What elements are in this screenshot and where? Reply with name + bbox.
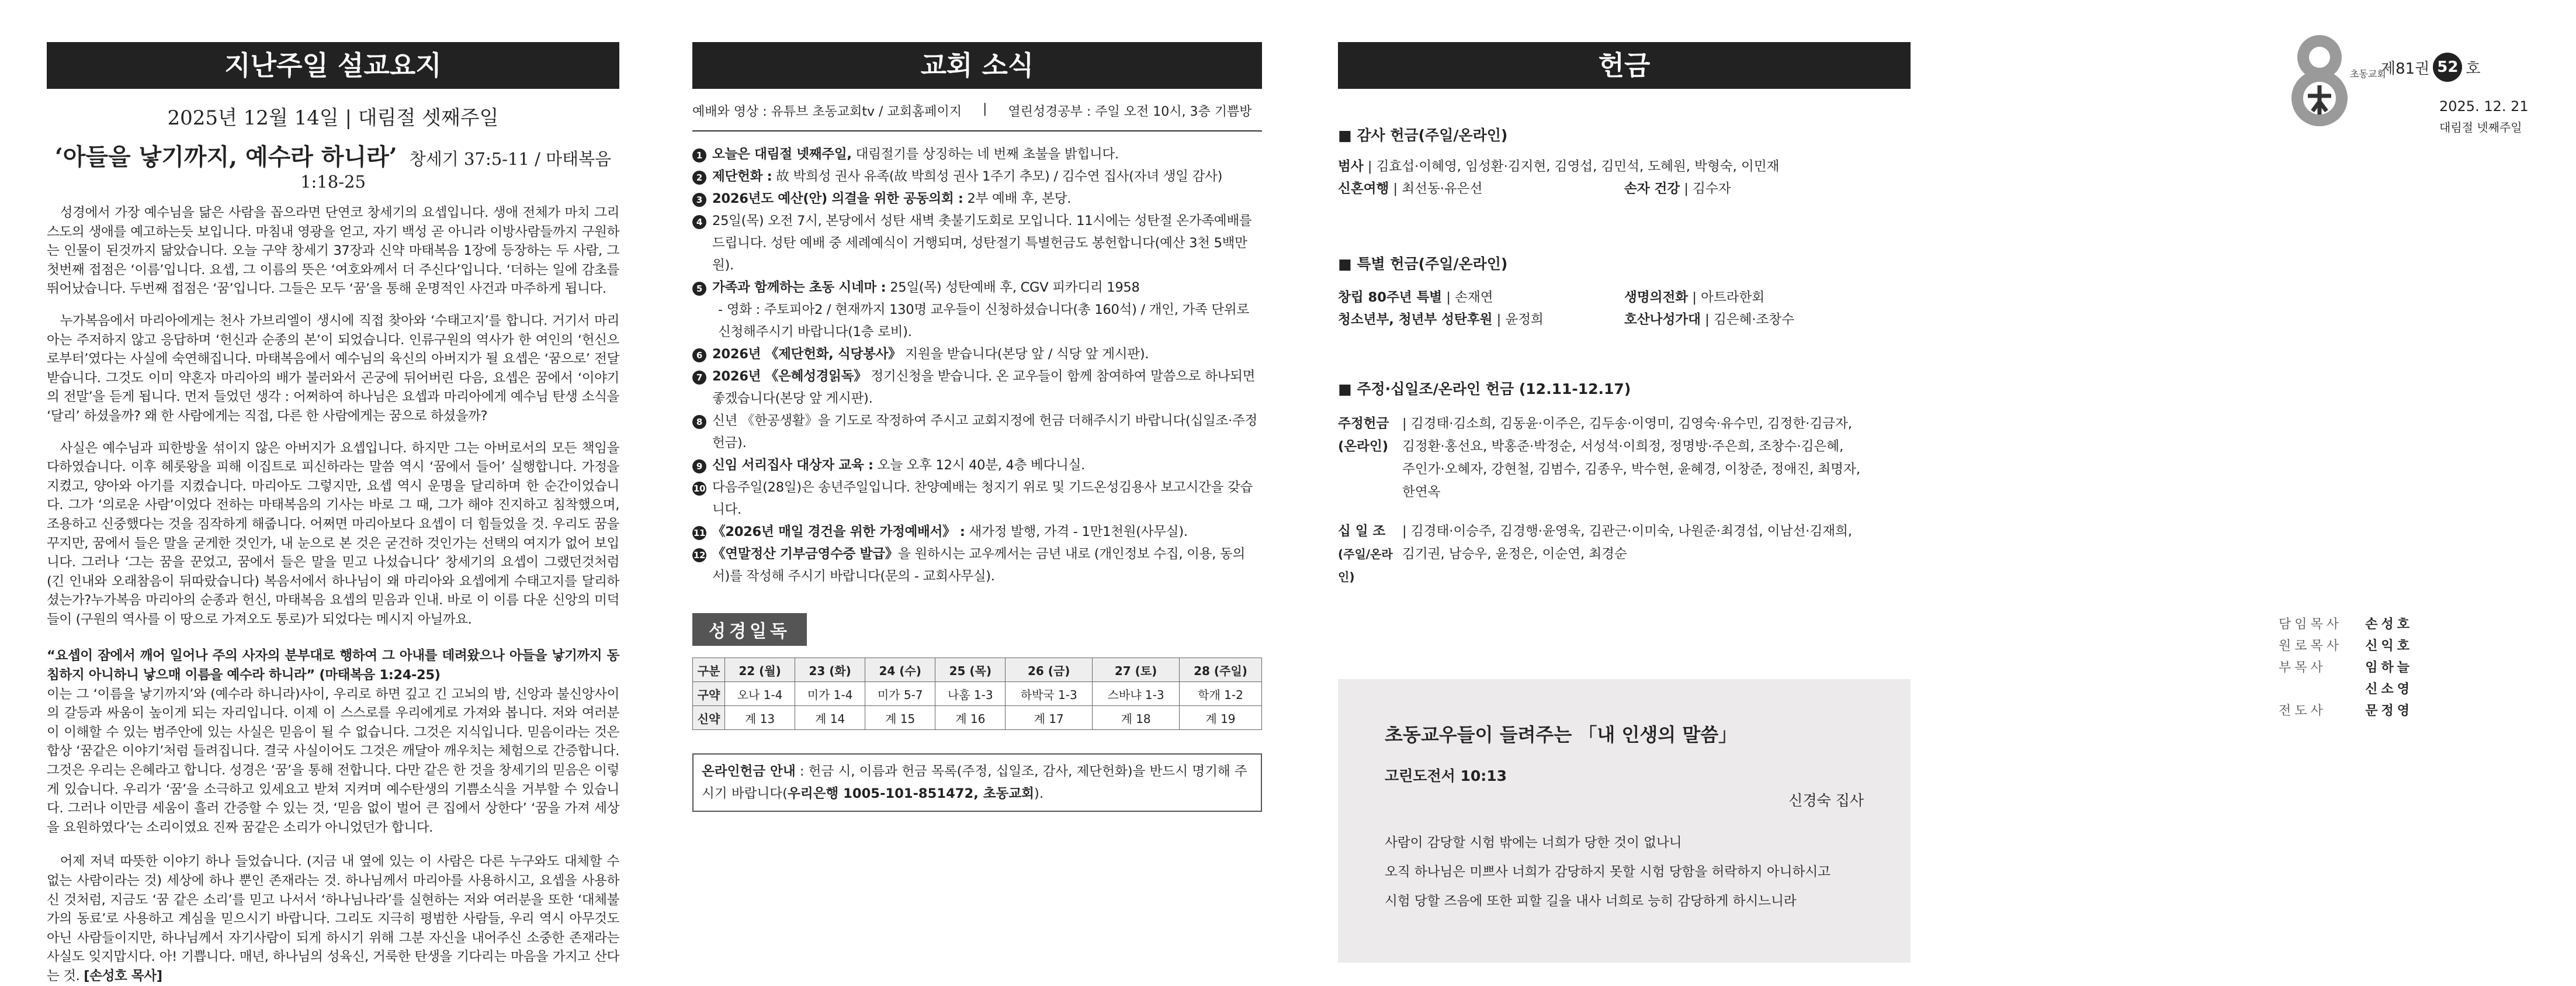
table-cell: 오나 1-4 [725, 682, 795, 706]
bible-reading-label: 성경일독 [692, 613, 807, 646]
table-cell: 계 13 [725, 706, 795, 730]
table-cell: 계 16 [935, 706, 1006, 730]
staff-row [2279, 679, 2413, 700]
news-item [692, 143, 1262, 165]
table-cell: 나훔 1-3 [935, 682, 1006, 706]
staff-name: 신익호 [2365, 639, 2413, 653]
online-offering-notice: 온라인헌금 안내 : 헌금 시, 이름과 헌금 목록(주정, 십일조, 감사, 제단헌화)을 반드시 명기해 주시기 바랍니다(우리은행 1005-101-851472, 초동교회). [692, 753, 1262, 812]
news-item-number: 6 [692, 343, 712, 365]
news-item [692, 543, 1262, 587]
news-item-text: - 영화 : 주토피아2 / 현재까지 130명 교우들이 신청하셨습니다(총 160석) / 개인, 가족 단위로 신청해주시기 바랍니다(1층 로비). [718, 302, 1249, 340]
news-item-text: 25일(목) 오전 7시, 본당에서 성탄 새벽 촛불기도회로 모입니다. 11시에는 성탄절 온가족예배를 드립니다. 성탄 예배 중 세례예식이 거행되며, 성탄절기 특별헌금도 봉헌합니다(예산 3천 5백만원). [712, 213, 1252, 273]
staff-row [2279, 635, 2413, 657]
staff-list [2279, 614, 2413, 722]
table-header-row [693, 658, 1262, 682]
staff-name: 문정영 [2365, 704, 2413, 718]
info-separator: | [982, 102, 987, 116]
news-item-number: 10 [692, 476, 712, 521]
weekly-offering-title: ■ 주정·십일조/온라인 헌금 (12.11-12.17) [1338, 380, 1631, 397]
special-line: 청소년부, 청년부 성탄후원 | 윤정희 호산나성가대 | 김은혜·조창수 [1338, 312, 1795, 327]
table-header-cell: 27 (토) [1093, 658, 1180, 682]
table-row [693, 706, 1262, 730]
staff-role: 담임목사 [2279, 617, 2343, 632]
worship-info [692, 102, 1262, 132]
weekly-offering-list: 주정헌금 (온라인) | 김경태·김소희, 김동윤·이주은, 김두송·이영미, 김영숙·유수민, 김정한·김금자, 김정환·홍선요, 박홍준·박정순, 서성석·이희정, 정명방·주은희, 조창수·김은혜, 주인가·오혜자, 강현철, 김범수, 김종우, 박수현, 윤혜경, 이창준, 정애진, 최명자, 한연옥 [1338, 416, 1861, 500]
news-item-number: 7 [692, 365, 712, 410]
table-cell: 계 15 [865, 706, 935, 730]
life-verse-author: 신경숙 집사 [1788, 792, 1864, 809]
staff-row [2279, 700, 2413, 722]
bible-reading-table [692, 658, 1262, 730]
bulletin-subtitle: 대림절 넷째주일 [2439, 120, 2522, 134]
sermon-paragraph: 어제 저녁 따뜻한 이야기 하나 들었습니다. (지금 내 옆에 있는 이 사람은 다른 누구와도 대체할 수 없는 사람이라는 것) 세상에 하나 뿐인 존재라는 것. 하나님께서 마리아를 사용하시고, 요셉을 사용하신 것처럼, 지금도 ‘꿈 같은 소리’를 믿고 나서서 ‘하나님나라’를 실현하는 저와 여러분을 또한 ‘대체불가의 동료’로 사용하고 계심을 믿으시기 바랍니다. 그리도 지극히 평범한 사람들, 우리 역시 아무것도 아닌 사람들이지만, 하나님께서 자기사람이 되게 하시기 위해 그분 자신을 내어주신 소중한 존재라는 사실도 잊지맙시다. 아! 기쁩니다. 매년, 하나님의 성육신, 거룩한 탄생을 기다리는 마음을 가지고 산다는 것. [손성호 목사] [47, 854, 619, 984]
sermon-paragraph: 성경에서 가장 예수님을 닮은 사람을 꼽으라면 단연코 창세기의 요셉입니다. 생애 전체가 마치 그리스도의 생애를 예고하는듯 보입니다. 마침내 영광을 얻고, 자기 백성 곧 아니라 이방사람들까지 구원하는 인물이 된것까지 닮았습니다. 오늘 구약 창세기 37장과 신약 마태복음 1장에 등장하는 두 사람, 그 첫번째 접점은 ‘이름’입니다. 요셉, 그 이름의 뜻은 ‘여호와께서 더 주신다’입니다. ‘더하는 일에 감초를 뛰어났습니다. 두번째 접점은 ‘꿈’입니다. 그들은 모두 ‘꿈’을 통해 운명적인 사건과 마주하게 됩니다. [47, 205, 619, 297]
thanks-line: 범사 | 김효섭·이혜영, 임성환·김지현, 김영섭, 김민석, 도혜원, 박형숙, 이민재 [1338, 159, 1780, 174]
news-item [692, 410, 1262, 454]
news-item-text: 가족과 함께하는 초동 시네마 : 25일(목) 성탄예배 후, CGV 피카디리 1958 [712, 280, 1140, 295]
bank-account: 우리은행 1005-101-851472, 초동교회 [787, 786, 1034, 801]
table-cell: 미가 1-4 [795, 682, 865, 706]
worship-video-info: 예배와 영상 : 유튜브 초동교회tv / 교회홈페이지 [692, 105, 962, 119]
news-item [692, 365, 1262, 410]
news-item-number: 3 [692, 188, 712, 210]
offering-header: 헌금 [1338, 42, 1911, 89]
volume-info: 제81권 52 호 [2381, 53, 2480, 82]
news-column [692, 42, 1262, 812]
news-list [692, 143, 1262, 587]
news-item [692, 188, 1262, 210]
sermon-date: 2025년 12월 14일 | 대림절 셋째주일 [167, 106, 499, 130]
news-item-number: 11 [692, 521, 712, 543]
news-item-text: 《2026년 매일 경건을 위한 가정예배서》 : 새가정 발행, 가격 - 1만1천원(사무실). [712, 524, 1188, 539]
news-item [692, 276, 1262, 299]
news-item-number: 5 [692, 276, 712, 299]
news-item-number: 4 [692, 210, 712, 276]
news-item-text: 2026년 《은혜성경읽독》 정기신청을 받습니다. 온 교우들이 함께 참여하여 말씀으로 하나되면 좋겠습니다(본당 앞 게시판). [712, 369, 1256, 406]
staff-role: 원로목사 [2279, 639, 2343, 653]
news-item-text: 2026년 《제단헌화, 식당봉사》 지원을 받습니다(본당 앞 / 식당 앞 게시판). [712, 347, 1149, 362]
news-item-text: 오늘은 대림절 넷째주일, 대림절기를 상징하는 네 번째 초불을 밝힙니다. [712, 147, 1119, 162]
life-verse-title: 초동교우들이 들려주는 「내 인생의 말씀」 [1385, 724, 1738, 746]
news-item-number: 1 [692, 143, 712, 165]
news-item [692, 165, 1262, 188]
special-line: 창립 80주년 특별 | 손재연 생명의전화 | 아트라한회 [1338, 290, 1765, 305]
life-verse-line: 사람이 감당할 시험 밖에는 너희가 당한 것이 없나니 [1385, 835, 1682, 850]
staff-name: 손성호 [2365, 617, 2413, 632]
table-header-cell: 25 (목) [935, 658, 1006, 682]
table-header-cell: 26 (금) [1006, 658, 1093, 682]
sermon-paragraph: 누가복음에서 마리아에게는 천사 가브리엘이 생시에 직접 찾아와 ‘수태고지’를 합니다. 거기서 마리아는 주저하지 않고 응답하며 ‘헌신과 순종의 본’이 되었습니다. 인류구원의 역사가 한 여인의 ‘헌신으로부터’였다는 사실에 숙연해집니다. 마태복음에서 예수님의 육신의 아버지가 될 요셉은 ‘꿈으로’ 전달받습니다. 그것도 이미 약혼자 마리아의 배가 불러와서 곤궁에 뒤어버린 다음, 요셉은 꿈에서 ‘이야기의 전말’을 듣게 됩니다. 먼저 들었던 생각 : 어쩌하여 하나님은 요셉과 마리아에게 예수님 탄생 소식을 ‘달리’ 하셨을까? 왜 한 사람에게는 직접, 다른 한 사람에게는 꿈으로 하셨을까? [47, 313, 619, 424]
life-verse-line: 오직 하나님은 미쁘사 너희가 감당하지 못할 시험 당함을 허락하지 아니하시고 [1385, 864, 1831, 880]
news-item-text: 신임 서리집사 대상자 교육 : 오늘 오후 12시 40분, 4층 베다니실. [712, 458, 1085, 473]
news-item-number: 12 [692, 543, 712, 587]
news-item-text: 《연말정산 기부금영수증 발급》을 원하시는 교우께서는 금년 내로 (개인정보 수집, 이용, 동의서)를 작성해 주시기 바랍니다(문의 - 교회사무실). [712, 546, 1245, 584]
news-item [692, 476, 1262, 521]
thanks-offering-title: ■ 감사 헌금(주일/온라인) [1338, 127, 1508, 144]
news-item [692, 343, 1262, 365]
news-item-number: 8 [692, 410, 712, 454]
table-cell: 계 14 [795, 706, 865, 730]
sermon-quote: “요셉이 잠에서 깨어 일어나 주의 사자의 분부대로 행하여 그 아내를 데려왔으나 아들을 낳기까지 동침하지 아니하니 낳으매 이름을 예수라 하니라” (마태복음 1:24-25) [47, 648, 619, 683]
thanks-line: 신혼여행 | 최선동·유은선 손자 건강 | 김수자 [1338, 181, 1731, 196]
offering-column [1338, 42, 1911, 909]
news-item [692, 521, 1262, 543]
life-verse-box [1338, 679, 1911, 963]
online-offering-label: 온라인헌금 안내 [702, 764, 796, 779]
life-verse-line: 시험 당할 즈음에 또한 피할 길을 내사 너희로 능히 감당하게 하시느니라 [1385, 894, 1797, 909]
news-item [692, 454, 1262, 476]
table-cell: 계 19 [1179, 706, 1261, 730]
staff-name: 임하늘 [2365, 660, 2413, 675]
sermon-body [47, 203, 619, 986]
bible-study-info: 열린성경공부 : 주일 오전 10시, 3층 기쁨방 [1008, 105, 1252, 119]
news-item-text: 제단헌화 : 故 박희성 권사 유족(故 박희성 권사 1주기 추모) / 김수연 집사(자녀 생일 감사) [712, 169, 1223, 184]
sermon-title: ‘아들을 낳기까지, 예수라 하니라’ [54, 143, 397, 171]
special-offering-title: ■ 특별 헌금(주일/온라인) [1338, 255, 1508, 272]
news-item [692, 210, 1262, 276]
sermon-header: 지난주일 설교요지 [47, 42, 619, 89]
table-cell: 학개 1-2 [1179, 682, 1261, 706]
table-cell: 미가 5-7 [865, 682, 935, 706]
staff-role: 전도사 [2279, 704, 2327, 718]
tithe-list: 십 일 조 (주일/온라인) | 김경태·이승주, 김경행·윤영욱, 김관근·이미숙, 나원준·최경섭, 이남선·김재희, 김기권, 남승우, 윤정은, 이순연, 최경순 [1338, 524, 1853, 584]
sermon-title-line [47, 139, 619, 192]
issue-number: 52 [2433, 53, 2462, 82]
staff-row [2279, 657, 2413, 679]
table-cell: 스바냐 1-3 [1093, 682, 1180, 706]
table-header-cell: 23 (화) [795, 658, 865, 682]
sermon-author: [손성호 목사] [84, 968, 162, 984]
news-item-text: 다음주일(28일)은 송년주일입니다. 찬양예배는 청지기 위로 및 기드온성김용사 보고시간을 갖습니다. [712, 480, 1253, 517]
logo-text: 초동교회 [2350, 68, 2386, 79]
table-header-cell: 28 (주일) [1179, 658, 1261, 682]
news-item-text: 2026년도 예산(안) 의결을 위한 공동의회 : 2부 예배 후, 본당. [712, 191, 1072, 206]
table-header-cell: 24 (수) [865, 658, 935, 682]
news-header: 교회 소식 [692, 42, 1262, 89]
table-cell: 하박국 1-3 [1006, 682, 1093, 706]
table-cell: 구약 [693, 682, 725, 706]
sermon-paragraph: 사실은 예수님과 피한방울 섞이지 않은 아버지가 요셉입니다. 하지만 그는 아버로서의 모든 책임을 다하였습니다. 이후 헤롯왕을 피해 이집트로 피신하라는 말씀 역시 ‘꿈에서 들어’ 실행합니다. 가정을 지켰고, 양아와 아기를 지켰습니다. 마리아도 그렇지만, 요셉 역시 운명을 달리하며 한 순간이었습니다. 그가 ‘의로운 사람’이었다 전하는 마태복음의 기사는 바로 그 때, 그가 해야 진지하고 침착했으며, 조용하고 신중했다는 것을 짐작하게 해줍니다. 어쩌면 마리아보다 요셉이 더 힘들었을 것. 우리도 꿈을 꾸지만, 꿈에서 들은 말을 굳게한 것인가, 내 눈으로 본 것은 굳건하 것인가는 선택의 여지가 없어 보입니다. 그러나 ‘그는 꿈을 꾼었고, 꿈에서 들은 말을 믿고 나섰습니다’ 창세기의 요셉이 그랬던것처럼 (긴 인내와 오래참음이 뒤따랐습니다) 복음서에서 하나님이 왜 마리아와 요셉에게 수태고지를 달리하셨는가?누가복음 마리아의 순종과 헌신, 마태복음 요셉의 믿음과 인내. 바로 이 이름 다운 신앙의 미덕들이 (구원의 역사를 이 땅으로 가져오도 통로)가 되었다는 메시지 아닐까요. [47, 440, 619, 627]
news-item-number: 9 [692, 454, 712, 476]
news-item-text: 신년 《한공생활》을 기도로 작정하여 주시고 교회지정에 헌금 더해주시기 바랍니다(십일조·주정헌금). [712, 413, 1258, 451]
life-verse-reference: 고린도전서 10:13 [1385, 767, 1507, 784]
staff-row [2279, 614, 2413, 635]
table-cell: 신약 [693, 706, 725, 730]
table-header-cell: 구분 [693, 658, 725, 682]
staff-role: 부목사 [2279, 660, 2327, 675]
table-cell: 계 17 [1006, 706, 1093, 730]
sermon-column [47, 42, 619, 986]
church-logo-icon [2279, 29, 2386, 129]
table-header-cell: 22 (월) [725, 658, 795, 682]
news-item-number: 2 [692, 165, 712, 188]
sermon-paragraph: 이는 그 ‘이름을 낳기까지’와 (예수라 하니라)사이, 우리로 하면 깊고 긴 고뇌의 밤, 신앙과 불신앙사이의 갈등과 싸움이 높이게 되는 자리입니다. 이제 이 스스로를 우리에게로 가져와 봅니다. 저와 여러분이 이해할 수 있는 범주안에 있는 사실은 믿음이 될 수 없습니다. 그것은 지식입니다. 믿음이라는 것은 합상 ‘꿈같은 이야기’처럼 들려집니다. 결국 사실이어도 그것은 깨달아 깨우치는 체험으로 간증합니다. 그것은 우리는 은혜라고 합니다. 성경은 ‘꿈’을 통해 전합니다. 다만 같은 한 것을 창세기의 믿음은 이렇게 있습니다. 우리가 ‘꿈’을 소극하고 있세요고 받쳐 지켜며 예수탄생의 기쁨소식을 거부할 수 있습니다. 그러나 이만큼 세움이 흘러 간증할 수 있는 것, ‘믿음 없이 벌어 큰 집에서 상한다’ ‘꿈을 가져 세상을 요원하였다’는 소리이였요 진짜 꿈같은 소리가 아니었던가 합니다. [47, 686, 619, 835]
table-cell: 계 18 [1093, 706, 1180, 730]
staff-name: 신소영 [2365, 682, 2413, 697]
bulletin-date: 2025. 12. 21 [2439, 98, 2529, 115]
table-row [693, 682, 1262, 706]
news-item [692, 299, 1262, 343]
sermon-verses: 창세기 37:5-11 / 마태복음 1:18-25 [300, 149, 612, 192]
